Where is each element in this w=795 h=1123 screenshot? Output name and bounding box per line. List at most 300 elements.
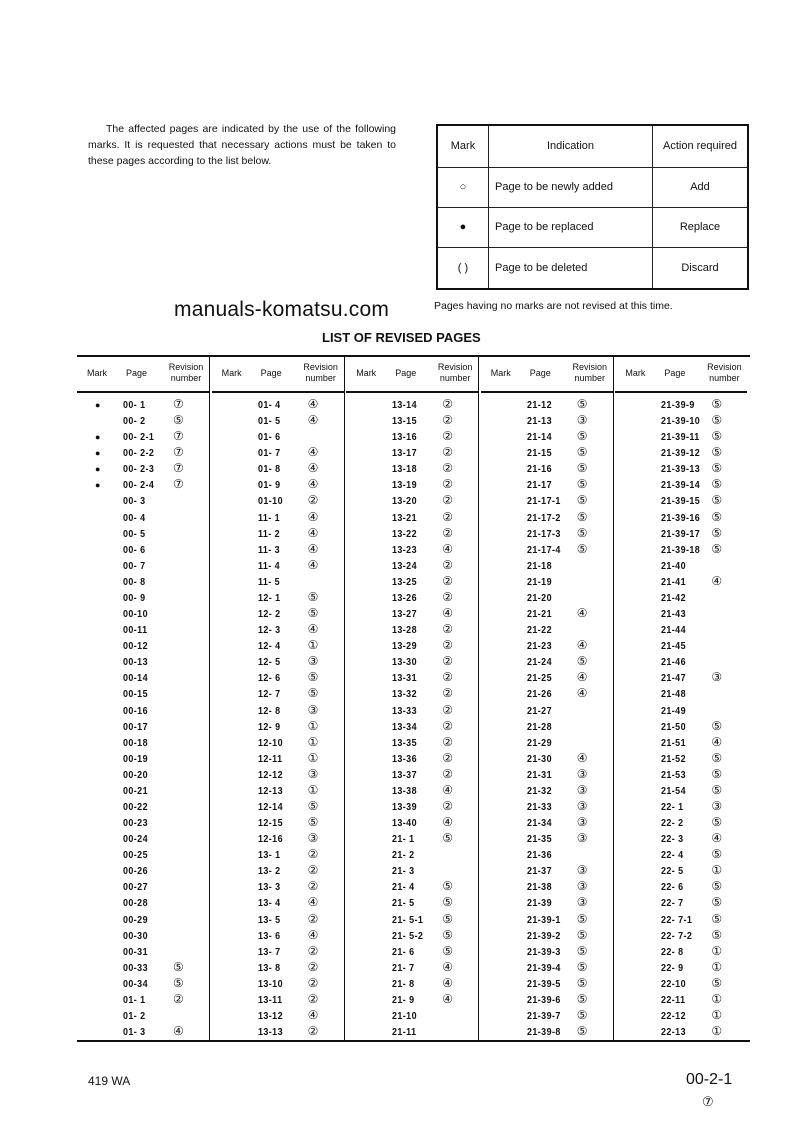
table-row (77, 527, 209, 543)
table-row (212, 655, 344, 671)
revision-cell: ④ (307, 509, 319, 524)
table-row (481, 752, 613, 768)
page-cell: 22- 5 (661, 865, 684, 878)
revision-cell: ③ (576, 782, 588, 797)
table-row (481, 784, 613, 800)
page-cell: 21-26 (526, 688, 552, 701)
revision-cell: ② (442, 718, 453, 733)
table-row (212, 575, 344, 591)
page-cell: 21-23 (526, 640, 552, 653)
legend-indication: Page to be replaced (489, 207, 653, 247)
page-cell: 22- 4 (661, 849, 684, 862)
revision-cell: ⑤ (576, 397, 588, 411)
revision-cell: ② (442, 477, 453, 492)
table-row (481, 543, 613, 559)
table-row (212, 816, 344, 832)
revision-cell: ⑦ (173, 461, 184, 476)
table-row (77, 543, 209, 559)
page-cell: 12- 6 (257, 672, 281, 685)
page-cell: 00- 6 (123, 543, 146, 556)
revision-cell: ⑤ (711, 911, 723, 926)
page-cell: 00- 8 (123, 575, 146, 588)
table-row (346, 720, 478, 736)
revision-cell: ② (307, 943, 319, 958)
revision-cell: ⑤ (711, 445, 723, 460)
page-cell: 13-35 (392, 736, 418, 749)
table-row (481, 671, 613, 687)
table-row (212, 736, 344, 752)
table-row (212, 1025, 344, 1041)
table-row (77, 832, 209, 848)
table-row (346, 559, 478, 575)
revision-cell: ⑤ (576, 429, 588, 444)
table-row (212, 977, 344, 993)
revision-cell: ④ (442, 541, 453, 556)
table-row (346, 430, 478, 446)
revision-cell: ④ (307, 397, 319, 411)
table-row (615, 993, 747, 1009)
table-row (481, 993, 613, 1009)
table-row (212, 559, 344, 575)
revision-cell: ② (442, 799, 453, 813)
mark-cell: ● (95, 448, 101, 459)
mark-cell: ● (95, 432, 101, 443)
page-cell: 21-46 (661, 656, 687, 669)
table-row (615, 768, 747, 784)
revision-cell: ③ (576, 831, 588, 846)
page-cell: 13-30 (392, 656, 418, 669)
table-row (212, 478, 344, 494)
page-cell: 12- 7 (257, 688, 281, 701)
revision-cell: ④ (307, 1008, 319, 1023)
page-cell: 21-17-1 (526, 495, 561, 508)
page-cell: 13-32 (392, 688, 418, 701)
page-cell: 00-18 (123, 736, 148, 749)
page-cell: 21-39-6 (526, 993, 561, 1006)
revision-cell: ⑤ (711, 815, 723, 830)
table-column-group (615, 357, 747, 1040)
table-row (481, 527, 613, 543)
table-row (77, 880, 209, 896)
table-row (481, 575, 613, 591)
page-cell: 01- 9 (257, 479, 281, 492)
page-cell: 22-13 (661, 1026, 687, 1039)
mark-cell: ● (95, 480, 101, 491)
page-cell: 22- 6 (661, 881, 684, 894)
page-cell: 22- 9 (661, 961, 684, 974)
revision-cell: ② (307, 959, 319, 974)
page-cell: 22- 2 (661, 817, 684, 830)
table-row (212, 462, 344, 478)
revision-cell: ⑤ (307, 686, 319, 701)
watermark: manuals-komatsu.com (174, 298, 390, 321)
page-cell: 21-48 (661, 688, 687, 701)
page-cell: 21-17-3 (526, 527, 561, 540)
page-cell: 21-39-13 (661, 463, 701, 476)
revision-cell: ④ (442, 782, 453, 797)
page-cell: 13-34 (392, 720, 418, 733)
table-row (481, 639, 613, 655)
page-cell: 21-45 (661, 640, 687, 653)
table-row (77, 945, 209, 961)
page-cell: 21- 2 (392, 849, 415, 862)
page-cell: 00-28 (123, 897, 148, 910)
page-cell: 21-39-17 (661, 527, 701, 540)
page-cell: 21-30 (526, 752, 552, 765)
footer-page-number: 00-2-1 (686, 1071, 733, 1088)
header-revision: Revision number (572, 362, 608, 383)
page-cell: 21-20 (526, 591, 552, 604)
table-row (346, 1009, 478, 1025)
table-row (346, 993, 478, 1009)
table-row (481, 961, 613, 977)
table-row (615, 848, 747, 864)
revision-cell: ⑤ (307, 606, 319, 621)
revision-cell: ④ (307, 541, 319, 556)
table-row (77, 462, 209, 478)
page-cell: 21-39-16 (661, 511, 701, 524)
legend-action: Add (653, 167, 749, 207)
page-cell: 13- 4 (257, 897, 281, 910)
table-row (77, 494, 209, 510)
table-row (212, 639, 344, 655)
footer-revision: ⑦ (702, 1094, 714, 1109)
table-row (346, 896, 478, 912)
page-cell: 11- 5 (257, 575, 280, 588)
revision-cell: ⑤ (576, 509, 588, 524)
revision-cell: ④ (576, 750, 588, 765)
legend-indication: Page to be newly added (489, 167, 653, 207)
page-cell: 13- 2 (257, 865, 281, 878)
page-cell: 00- 7 (123, 559, 146, 572)
page-cell: 00-20 (123, 768, 148, 781)
table-row (77, 752, 209, 768)
page-cell: 21-10 (392, 1010, 418, 1023)
page-cell: 12- 3 (257, 624, 281, 637)
page-cell: 13-37 (392, 768, 418, 781)
revision-cell: ⑤ (576, 959, 588, 974)
page-cell: 00-25 (123, 849, 148, 862)
page-cell: 00-31 (123, 945, 148, 958)
revision-cell: ① (711, 1008, 723, 1023)
table-row (615, 414, 747, 430)
page-cell: 12- 8 (257, 704, 281, 717)
page-cell: 21-12 (526, 399, 552, 411)
table-row (615, 655, 747, 671)
revision-cell: ③ (576, 863, 588, 878)
page-cell: 13-19 (392, 479, 418, 492)
page-cell: 21-39-12 (661, 447, 701, 460)
header-page: Page (126, 368, 148, 378)
page-cell: 21-17-2 (526, 511, 561, 524)
revision-cell: ⑤ (711, 879, 723, 894)
page-cell: 13-12 (257, 1010, 283, 1023)
page-cell: 21-39-9 (661, 399, 696, 411)
revision-cell: ⑤ (442, 895, 453, 910)
parentheses-mark: ( ) (437, 247, 489, 289)
table-row (615, 800, 747, 816)
page-cell: 21-41 (661, 575, 687, 588)
table-row (77, 784, 209, 800)
table-row (346, 446, 478, 462)
header-page: Page (529, 368, 551, 378)
page-cell: 21- 8 (392, 977, 415, 990)
table-row (77, 671, 209, 687)
revision-cell: ② (442, 461, 453, 476)
revision-cell: ⑤ (307, 799, 319, 813)
legend-row (437, 247, 748, 289)
page-cell: 00- 4 (123, 511, 146, 524)
revision-cell: ③ (711, 670, 723, 685)
page-cell: 21-17 (526, 479, 552, 492)
table-row (481, 768, 613, 784)
page-cell: 22- 3 (661, 833, 684, 846)
revision-cell: ⑤ (576, 525, 588, 540)
page-cell: 21-39-8 (526, 1026, 561, 1039)
table-row (615, 462, 747, 478)
table-row (615, 671, 747, 687)
page-cell: 13-16 (392, 431, 418, 444)
table-row (615, 945, 747, 961)
header-page: Page (260, 368, 282, 378)
revision-cell: ② (442, 557, 453, 572)
page-cell: 13- 1 (257, 849, 281, 862)
revision-cell: ④ (442, 815, 453, 830)
table-row (615, 559, 747, 575)
revision-cell: ⑤ (307, 670, 319, 685)
page-cell: 21-42 (661, 591, 687, 604)
table-column-group (212, 357, 345, 1040)
table-row (212, 896, 344, 912)
page-cell: 00-14 (123, 672, 148, 685)
revision-cell: ③ (307, 654, 319, 669)
page-cell: 00- 2-3 (123, 463, 155, 476)
table-row (346, 639, 478, 655)
revision-cell: ④ (307, 622, 319, 637)
revision-cell: ③ (576, 413, 588, 428)
revision-cell: ⑤ (711, 718, 723, 733)
page-cell: 22- 7-2 (661, 929, 693, 942)
table-row (481, 591, 613, 607)
revision-cell: ① (307, 734, 319, 749)
table-row (346, 462, 478, 478)
page-cell: 21-16 (526, 463, 552, 476)
table-row (346, 800, 478, 816)
page-cell: 21-32 (526, 784, 552, 797)
revision-cell: ② (307, 879, 319, 894)
page-cell: 21-39-7 (526, 1010, 561, 1023)
page-cell: 13-27 (392, 608, 418, 621)
table-row (212, 945, 344, 961)
revision-cell: ③ (711, 799, 723, 813)
page-cell: 22-10 (661, 977, 687, 990)
revision-cell: ⑤ (711, 509, 723, 524)
page-cell: 21-15 (526, 447, 552, 460)
revision-cell: ④ (442, 606, 453, 621)
revision-cell: ④ (576, 638, 588, 653)
table-row (615, 896, 747, 912)
table-row (212, 687, 344, 703)
table-row (481, 720, 613, 736)
table-row (615, 1025, 747, 1041)
header-page: Page (395, 368, 417, 378)
revision-cell: ⑤ (576, 991, 588, 1006)
revision-cell: ⑤ (442, 927, 453, 942)
revision-cell: ② (442, 750, 453, 765)
table-row (346, 832, 478, 848)
table-row (212, 543, 344, 559)
table-row (481, 848, 613, 864)
revision-cell: ② (307, 911, 319, 926)
table-row (77, 993, 209, 1009)
page-cell: 01- 1 (123, 993, 146, 1006)
page-cell: 13-13 (257, 1026, 283, 1039)
revision-cell: ⑤ (576, 541, 588, 556)
page-cell: 13- 8 (257, 961, 281, 974)
revision-cell: ⑤ (711, 847, 723, 862)
revision-cell: ② (173, 991, 184, 1006)
page-cell: 00- 5 (123, 527, 146, 540)
revision-cell: ⑤ (711, 782, 723, 797)
page-cell: 22-11 (661, 993, 686, 1006)
table-row (77, 800, 209, 816)
table-row (346, 864, 478, 880)
revision-cell: ⑤ (576, 654, 588, 669)
page-cell: 21-11 (392, 1026, 417, 1039)
page-cell: 21-24 (526, 656, 552, 669)
page-cell: 21- 7 (392, 961, 415, 974)
revision-cell: ② (307, 1024, 319, 1039)
table-row (615, 864, 747, 880)
page-cell: 00- 3 (123, 495, 146, 508)
page-cell: 13-21 (392, 511, 418, 524)
table-row (615, 446, 747, 462)
revision-cell: ⑦ (173, 477, 184, 492)
revision-cell: ⑤ (173, 959, 184, 974)
table-row (346, 511, 478, 527)
table-row (212, 414, 344, 430)
revision-cell: ② (442, 429, 453, 444)
table-row (615, 816, 747, 832)
table-row (481, 945, 613, 961)
page-cell: 13-39 (392, 801, 418, 813)
page-cell: 13- 7 (257, 945, 281, 958)
table-row (77, 623, 209, 639)
table-row (212, 752, 344, 768)
revision-cell: ② (442, 734, 453, 749)
revision-cell: ② (442, 493, 453, 508)
table-row (615, 575, 747, 591)
table-row (481, 623, 613, 639)
page-cell: 01- 7 (257, 447, 281, 460)
page-cell: 00-30 (123, 929, 148, 942)
table-row (346, 929, 478, 945)
page-cell: 00- 2-4 (123, 479, 155, 492)
page-cell: 21-39-5 (526, 977, 561, 990)
table-row (615, 511, 747, 527)
legend-table (436, 124, 749, 290)
table-row (77, 446, 209, 462)
table-row (77, 736, 209, 752)
page-cell: 01- 6 (257, 431, 281, 444)
page-cell: 21-31 (526, 768, 552, 781)
legend-header-action: Action required (653, 125, 749, 167)
page-cell: 21-38 (526, 881, 552, 894)
table-row (481, 446, 613, 462)
page-cell: 22- 8 (661, 945, 684, 958)
header-mark: Mark (490, 368, 511, 378)
revision-cell: ② (442, 445, 453, 460)
page-cell: 21-40 (661, 559, 687, 572)
table-row (212, 1009, 344, 1025)
page-cell: 21-39-15 (661, 495, 701, 508)
revision-cell: ④ (711, 734, 723, 749)
table-row (212, 527, 344, 543)
page-cell: 12-13 (257, 784, 283, 797)
table-row (212, 768, 344, 784)
page-cell: 13-25 (392, 575, 418, 588)
table-row (212, 430, 344, 446)
table-row (212, 800, 344, 816)
page-cell: 21-39-3 (526, 945, 561, 958)
table-row (615, 639, 747, 655)
legend-note: Pages having no marks are not revised at this time. (434, 300, 673, 312)
page-cell: 00-11 (123, 624, 148, 637)
table-row (77, 977, 209, 993)
page-cell: 13-18 (392, 463, 418, 476)
table-row (346, 945, 478, 961)
table-row (346, 494, 478, 510)
page-cell: 21-21 (526, 608, 552, 621)
page-cell: 21-49 (661, 704, 687, 717)
table-row (481, 398, 613, 414)
table-row (615, 527, 747, 543)
page-cell: 11- 4 (257, 559, 280, 572)
revision-cell: ④ (307, 461, 319, 476)
mark-cell: ● (95, 400, 101, 410)
page-cell: 21-35 (526, 833, 552, 846)
page-cell: 13-29 (392, 640, 418, 653)
table-row (77, 848, 209, 864)
page-cell: 21- 6 (392, 945, 415, 958)
table-row (346, 880, 478, 896)
list-title: LIST OF REVISED PAGES (322, 330, 481, 345)
table-row (77, 591, 209, 607)
revision-cell: ⑤ (711, 525, 723, 540)
page-cell: 12- 4 (257, 640, 281, 653)
revision-cell: ⑤ (173, 975, 184, 990)
revision-cell: ⑤ (576, 927, 588, 942)
table-row (481, 880, 613, 896)
legend-row (437, 167, 748, 207)
page-cell: 21-53 (661, 768, 687, 781)
revision-cell: ⑤ (576, 445, 588, 460)
revision-cell: ④ (442, 959, 453, 974)
table-row (481, 977, 613, 993)
page-cell: 21-37 (526, 865, 552, 878)
table-row (481, 687, 613, 703)
revision-cell: ⑤ (711, 541, 723, 556)
table-row (615, 832, 747, 848)
table-row (615, 880, 747, 896)
table-row (212, 720, 344, 736)
table-row (212, 832, 344, 848)
page-cell: 21-52 (661, 752, 687, 765)
revision-cell: ④ (307, 477, 319, 492)
revision-cell: ⑤ (442, 943, 453, 958)
table-row (346, 816, 478, 832)
page-cell: 11- 3 (257, 543, 280, 556)
